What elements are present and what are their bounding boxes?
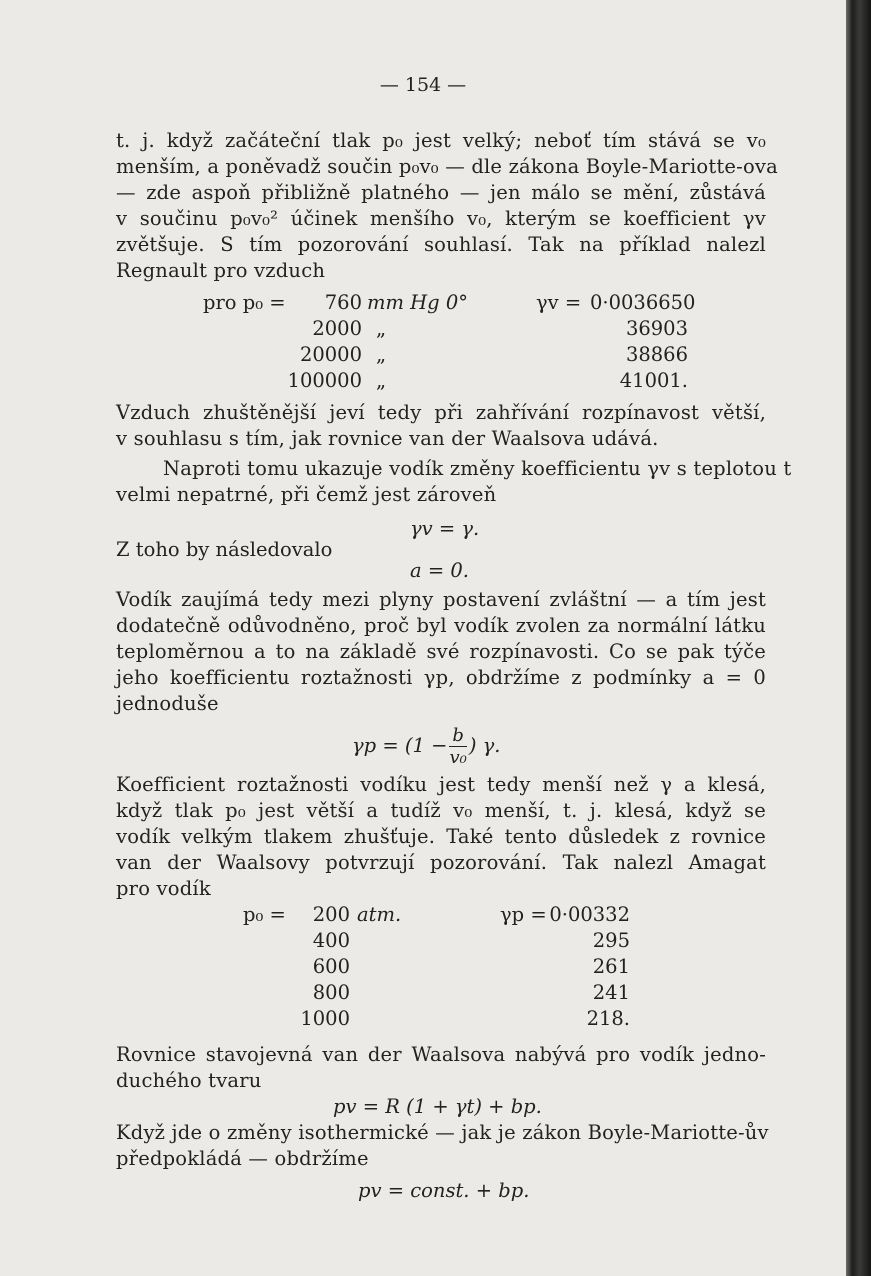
- text-line: Koefficient roztažnosti vodíku jest tedy menší než γ a klesá,: [116, 773, 766, 796]
- table2-gamma: 218.: [586, 1007, 630, 1030]
- formula-gp-rhs: ) γ.: [468, 734, 501, 757]
- text-line: zvětšuje. S tím pozorování souhlasí. Tak na příklad nalezl: [116, 233, 766, 256]
- text-line: Rovnice stavojevná van der Waalsova nabývá pro vodík jedno-: [116, 1043, 766, 1066]
- text-line: velmi nepatrné, při čemž jest zároveň: [116, 483, 497, 506]
- text-line: Z toho by následovalo: [116, 538, 333, 561]
- text-line: Naproti tomu ukazuje vodík změny koefficientu γv s teplotou t: [163, 457, 792, 480]
- text-line: vodík velkým tlakem zhušťuje. Také tento důsledek z rovnice: [116, 825, 766, 848]
- text-line: Vodík zaujímá tedy mezi plyny postavení zvláštní — a tím jest: [116, 588, 766, 611]
- fraction-denominator: v₀: [449, 746, 467, 768]
- table2-label: p₀ =: [243, 903, 286, 926]
- table1-label: pro p₀ =: [203, 291, 286, 314]
- table2-pressure: 200: [312, 903, 350, 926]
- table2-gamma: 0·00332: [549, 903, 630, 926]
- table2-pressure: 1000: [300, 1007, 350, 1030]
- text-line: pro vodík: [116, 877, 211, 900]
- page-number: — 154 —: [379, 74, 467, 96]
- text-line: Vzduch zhuštěnější jeví tedy při zahřívání rozpínavost větší,: [116, 401, 766, 424]
- table2-gamma: 261: [592, 955, 630, 978]
- table2-gamma: 295: [592, 929, 630, 952]
- table2-gamma: 241: [592, 981, 630, 1004]
- text-line: Když jde o změny isothermické — jak je zákon Boyle-Mariotte-ův: [116, 1121, 769, 1144]
- table1-pressure: 20000: [299, 343, 362, 366]
- table1-ditto: „: [376, 343, 387, 366]
- table1-ditto: „: [376, 369, 387, 392]
- table2-pressure: 600: [312, 955, 350, 978]
- text-line: v souhlasu s tím, jak rovnice van der Waalsova udává.: [116, 427, 659, 450]
- table1-gamma: 38866: [625, 343, 688, 366]
- formula-isotherm: pv = const. + bp.: [358, 1179, 530, 1202]
- text-line: duchého tvaru: [116, 1069, 262, 1092]
- table1-gamma: 41001.: [619, 369, 688, 392]
- fraction-numerator: b: [452, 724, 464, 746]
- text-line: jeho koefficientu roztažnosti γp, obdržíme z podmínky a = 0: [116, 666, 766, 689]
- text-line: Regnault pro vzduch: [116, 259, 326, 282]
- text-line: menším, a poněvadž součin p₀v₀ — dle zákona Boyle-Mariotte-ova: [116, 155, 778, 178]
- table1-gamma-label: γv =: [536, 291, 582, 314]
- text-line: když tlak p₀ jest větší a tudíž v₀ menší, t. j. klesá, když se: [116, 799, 766, 822]
- table1-pressure: 2000: [312, 317, 362, 340]
- table1-ditto: „: [376, 317, 387, 340]
- table1-pressure: 760: [324, 291, 362, 314]
- table1-gamma: 36903: [625, 317, 688, 340]
- table2-gamma-label: γp =: [500, 903, 547, 926]
- table1-pressure: 100000: [287, 369, 362, 392]
- table1-gamma: 0·0036650: [590, 291, 696, 314]
- text-line: v součinu p₀v₀² účinek menšího v₀, kterým se koefficient γv: [116, 207, 766, 230]
- table2-pressure: 800: [312, 981, 350, 1004]
- text-line: jednoduše: [116, 692, 219, 715]
- text-line: teploměrnou a to na základě své rozpínavosti. Co se pak týče: [116, 640, 766, 663]
- text-line: van der Waalsovy potvrzují pozorování. Tak nalezl Amagat: [116, 851, 766, 874]
- table1-unit: mm Hg 0°: [367, 291, 469, 314]
- table2-unit: atm.: [357, 903, 402, 926]
- formula-a-zero: a = 0.: [410, 559, 469, 582]
- formula-gamma-p: [352, 724, 501, 768]
- formula-state-equation: pv = R (1 + γt) + bp.: [333, 1095, 542, 1118]
- text-line: — zde aspoň přibližně platného — jen málo se mění, zůstává: [116, 181, 766, 204]
- formula-gv-eq-g: γv = γ.: [410, 517, 480, 540]
- text-line: t. j. když začáteční tlak p₀ jest velký; neboť tím stává se v₀: [116, 129, 766, 152]
- book-spine: [846, 0, 871, 1276]
- formula-gp-lhs: γp = (1 −: [352, 734, 448, 757]
- text-line: předpokládá — obdržíme: [116, 1147, 369, 1170]
- table2-pressure: 400: [312, 929, 350, 952]
- text-line: dodatečně odůvodněno, proč byl vodík zvolen za normální látku: [116, 614, 766, 637]
- formula-fraction: [449, 726, 466, 768]
